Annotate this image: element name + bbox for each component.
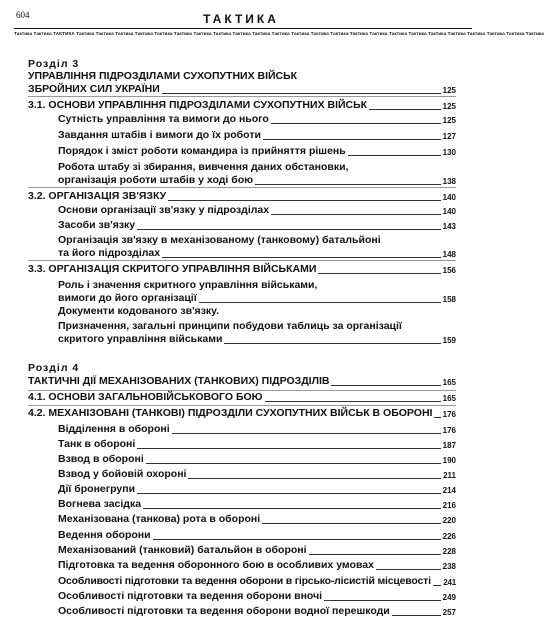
section-4-label: Розділ 4 [28,362,80,374]
toc-entry[interactable] [58,423,456,436]
leader-dots [433,585,441,586]
toc-entry[interactable] [58,113,456,126]
leader-dots [162,257,441,258]
toc-text-line2: організація роботи штабів у ході бою [58,174,254,186]
toc-page: 143 [442,222,456,231]
toc-text: Взвод в обороні [58,453,144,465]
toc-text: Особливості підготовки та ведення оборони вночі [58,590,323,602]
leader-dots [348,155,441,156]
leader-dots [172,433,441,434]
toc-page: 125 [442,86,456,95]
page-number: 604 [16,10,30,20]
toc-page: 241 [443,578,456,587]
toc-text-line1: Призначення, загальні принципи побудови таблиць за організації [58,320,402,332]
leader-dots [271,123,441,124]
toc-text: 3.3. ОРГАНІЗАЦІЯ СКРИТОГО УПРАВЛІННЯ ВІЙСЬКАМИ [28,263,317,275]
toc-page: 238 [442,562,456,571]
toc-text: Танк в обороні [58,438,136,450]
section-3-title [28,70,456,96]
toc-page: 127 [442,132,456,141]
leader-dots [369,109,441,110]
toc-entry[interactable] [28,99,456,112]
toc-page: 158 [442,295,456,304]
toc-page: 138 [442,177,456,186]
toc-text-line1: Організація зв'язку в механізованому (танковому) батальйоні [58,234,381,246]
toc-page: 214 [442,486,456,495]
toc-page: 140 [442,193,456,202]
section-4-title-text: ТАКТИЧНІ ДІЇ МЕХАНІЗОВАНИХ (ТАНКОВИХ) ПІДРОЗДІЛІВ [28,375,330,387]
toc-text-line2: та його підрозділах [58,247,161,259]
leader-dots [168,200,440,201]
toc-page: 249 [442,593,456,602]
toc-page: 176 [442,426,456,435]
leader-dots [162,93,441,94]
toc-text: Завдання штабів і вимоги до їх роботи [58,129,261,141]
toc-text: Основи організації зв'язку у підрозділах [58,204,270,216]
divider [28,405,456,406]
toc-text: Дії бронегрупи [58,483,136,495]
toc-text: Ведення оборони [58,529,151,541]
toc-entry[interactable] [58,483,456,496]
leader-dots [199,302,441,303]
toc-entry[interactable] [58,279,456,305]
toc-page: 148 [442,250,456,259]
toc-text-line2: скритого управління військами [58,333,223,345]
toc-page: 125 [442,116,456,125]
toc-entry[interactable] [28,263,456,276]
toc-entry[interactable] [58,320,456,346]
header-banner: Тактика Тактика ТАКТИКА Тактика Тактика Тактика Тактика Тактика Тактика Тактика Тактика Тактика Тактика Тактика Тактика Тактика Тактика Тактика Тактика Тактика Тактика Тактика Тактика Тактика Тактика Тактика Тактика [14,31,544,36]
toc-entry[interactable] [28,190,456,203]
toc-text: 3.2. ОРГАНІЗАЦІЯ ЗВ'ЯЗКУ [28,190,167,202]
toc-page: 165 [442,378,456,387]
toc-text: Сутність управління та вимоги до нього [58,113,269,125]
leader-dots [153,539,441,540]
leader-dots [188,478,441,479]
toc-page: 130 [442,148,456,157]
leader-dots [262,523,440,524]
toc-page: 159 [442,336,456,345]
toc-entry[interactable] [58,204,456,217]
toc-entry[interactable] [58,219,456,232]
leader-dots [271,214,441,215]
toc-entry[interactable] [58,605,456,618]
running-title: ТАКТИКА [203,12,279,26]
leader-dots [376,569,441,570]
toc-text: 3.1. ОСНОВИ УПРАВЛІННЯ ПІДРОЗДІЛАМИ СУХОПУТНИХ ВІЙСЬК [28,99,368,111]
toc-text: Механізована (танкова) рота в обороні [58,513,261,525]
leader-dots [263,139,441,140]
toc-text: Відділення в обороні [58,423,170,435]
section-3-title-line2: ЗБРОЙНИХ СИЛ УКРАЇНИ [28,83,160,95]
leader-dots [137,229,441,230]
toc-page: 140 [442,207,456,216]
toc-entry[interactable] [58,498,456,511]
toc-text: Документи кодованого зв'язку. [58,305,219,317]
toc-entry[interactable] [58,590,456,603]
toc-entry[interactable] [58,575,456,588]
toc-text: 4.2. МЕХАНІЗОВАНІ (ТАНКОВІ) ПІДРОЗДІЛИ СУХОПУТНИХ ВІЙСЬК В ОБОРОНІ [28,407,433,419]
divider [28,260,456,261]
toc-text-line2: вимоги до його організації [58,292,197,304]
leader-dots [324,600,441,601]
toc-page: 257 [442,608,456,617]
leader-dots [331,385,440,386]
toc-page: 156 [442,266,456,275]
toc-page: 228 [442,547,456,556]
toc-page: 176 [442,410,456,419]
toc-entry[interactable] [58,438,456,451]
toc-page: 226 [442,532,456,541]
toc-text: Порядок і зміст роботи командира із прийняття рішень [58,145,346,157]
toc-entry[interactable] [28,391,456,404]
toc-entry[interactable] [58,544,456,557]
toc-entry[interactable] [58,453,456,466]
toc-entry[interactable] [58,513,456,526]
toc-text-line1: Робота штабу зі збирання, вивчення даних обстановки, [58,161,349,173]
leader-dots [224,343,440,344]
section-3-title-line1: УПРАВЛІННЯ ПІДРОЗДІЛАМИ СУХОПУТНИХ ВІЙСЬК [28,70,298,82]
toc-entry[interactable] [58,161,456,187]
toc-page: 211 [443,471,456,480]
divider [28,96,456,97]
toc-text: Механізований (танковий) батальйон в обороні [58,544,307,556]
header-rule [14,28,472,29]
toc-entry[interactable] [58,559,456,572]
leader-dots [255,184,441,185]
page-header [10,6,544,50]
toc-page: 216 [442,501,456,510]
toc-entry[interactable] [28,407,456,420]
toc-page: 165 [442,394,456,403]
toc-page: 220 [442,516,456,525]
leader-dots [265,401,441,402]
leader-dots [143,508,441,509]
toc-text: 4.1. ОСНОВИ ЗАГАЛЬНОВІЙСЬКОВОГО БОЮ [28,391,263,403]
toc-text-line1: Роль і значення скритного управління військами, [58,279,318,291]
toc-text: Особливості підготовки та ведення оборони водної перешкоди [58,605,390,617]
toc-text: Вогнева засідка [58,498,142,510]
toc-text: Особливості підготовки та ведення оборони в гірсько-лісистій місцевості [58,575,431,587]
toc-entry[interactable] [58,145,456,158]
section-4-title[interactable] [28,375,456,388]
toc-entry[interactable] [58,234,456,260]
toc-text: Взвод у бойовій охороні [58,468,187,480]
leader-dots [137,493,441,494]
toc-entry[interactable] [58,468,456,481]
toc-entry[interactable] [58,529,456,542]
divider [28,187,456,188]
toc-page: 187 [442,441,456,450]
toc-text: Підготовка та ведення оборонного бою в особливих умовах [58,559,374,571]
toc-page: 125 [442,102,456,111]
toc-text: Засоби зв'язку [58,219,136,231]
toc-entry[interactable] [58,305,456,318]
leader-dots [318,273,440,274]
leader-dots [146,463,441,464]
toc-page: 190 [442,456,456,465]
section-3-label: Розділ 3 [28,58,80,70]
leader-dots [309,554,441,555]
leader-dots [392,615,441,616]
leader-dots [137,448,440,449]
leader-dots [434,417,440,418]
toc-entry[interactable] [58,129,456,142]
section-3-title-line2-row [28,83,456,96]
